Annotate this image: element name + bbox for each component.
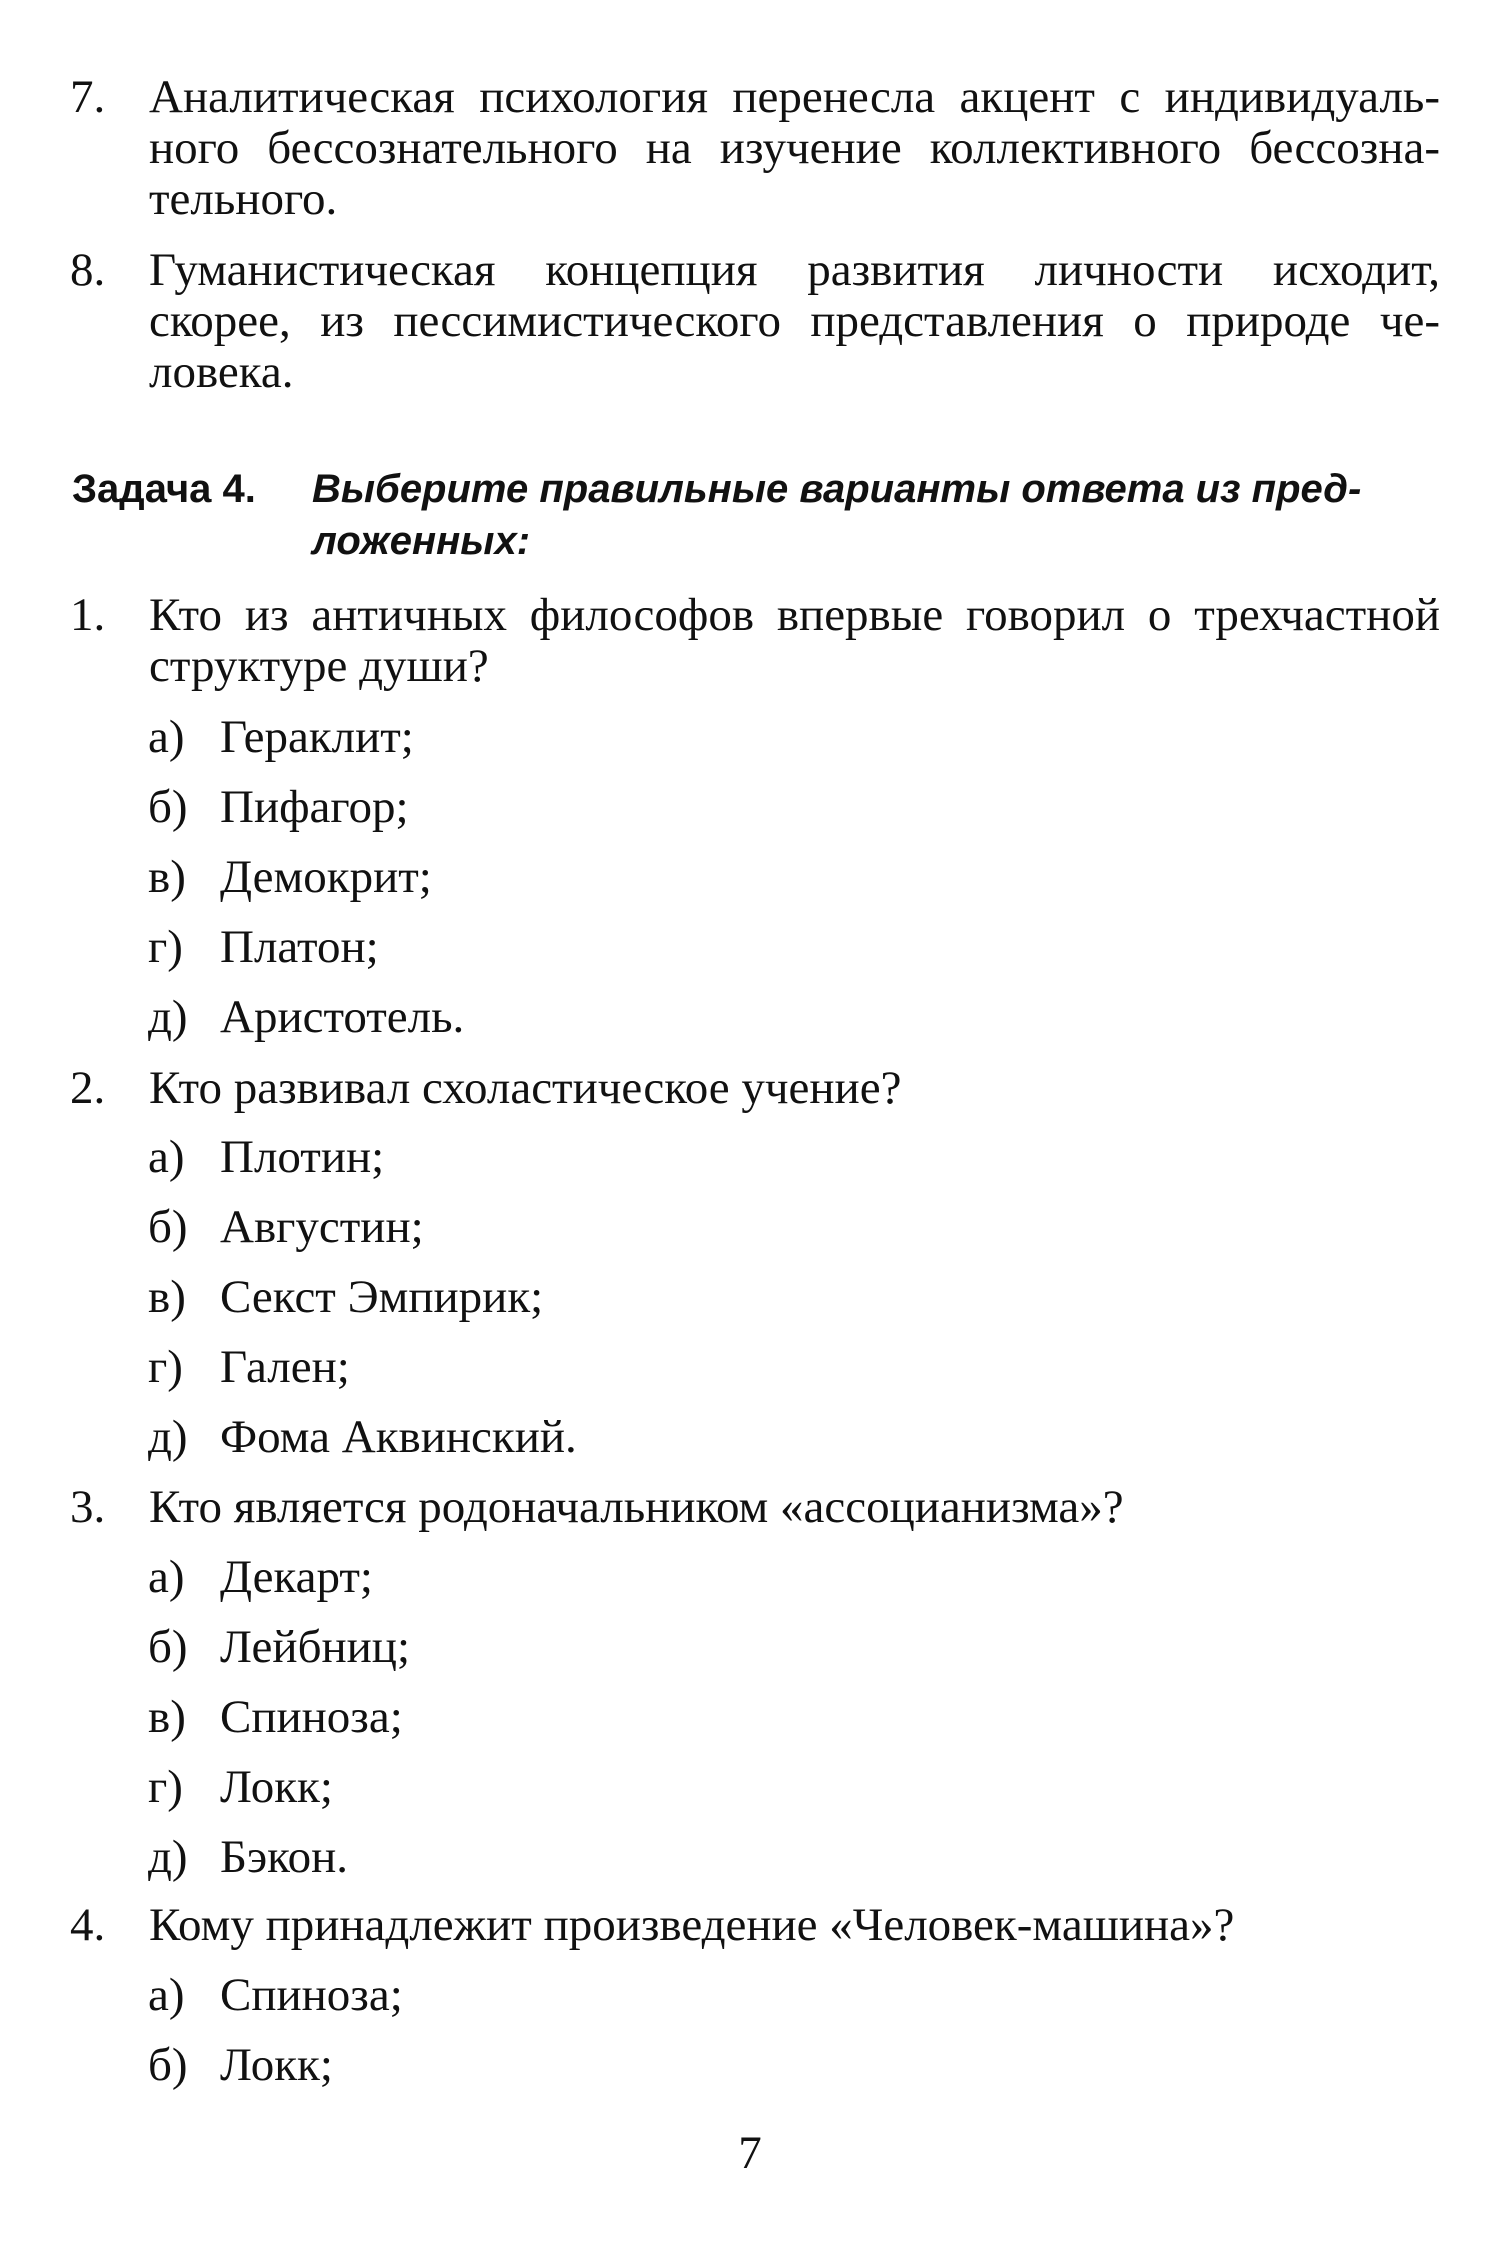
option-letter: в) xyxy=(148,1271,186,1323)
answer-option xyxy=(148,712,414,763)
answer-option xyxy=(148,1692,403,1743)
answer-option xyxy=(148,1342,350,1393)
answer-option xyxy=(148,1832,348,1883)
page-number: 7 xyxy=(738,2127,762,2179)
option-letter: б) xyxy=(148,781,188,833)
answer-option xyxy=(148,1762,333,1813)
answer-option xyxy=(148,922,379,973)
statement-number: 8. xyxy=(70,244,106,296)
question-item xyxy=(70,1482,1440,1533)
question-text: Кто из античных философов впервые говорил о трехчастной структуре души? xyxy=(149,589,1440,692)
answer-option xyxy=(148,852,432,903)
option-letter: а) xyxy=(148,711,185,763)
question-text: Кто является родоначальником «ассоцианизма»? xyxy=(149,1481,1124,1533)
option-letter: б) xyxy=(148,1201,188,1253)
answer-option xyxy=(148,782,409,833)
answer-option xyxy=(148,1132,384,1183)
option-letter: а) xyxy=(148,1551,185,1603)
option-text: Локк; xyxy=(220,2039,333,2091)
option-text: Платон; xyxy=(220,921,379,973)
option-text: Лейбниц; xyxy=(220,1621,410,1673)
option-letter: г) xyxy=(148,1341,183,1393)
answer-option xyxy=(148,1412,577,1463)
question-item xyxy=(70,590,1440,692)
statement-item xyxy=(70,245,1440,398)
option-text: Локк; xyxy=(220,1761,333,1813)
option-letter: г) xyxy=(148,1761,183,1813)
option-text: Августин; xyxy=(220,1201,424,1253)
statement-text: Аналитическая психология перенесла акцент с индивидуального бессознательного на изучение коллективного бессознательного. xyxy=(149,71,1440,225)
option-text: Спиноза; xyxy=(220,1969,403,2021)
answer-option xyxy=(148,1622,410,1673)
statement-number: 7. xyxy=(70,71,106,123)
question-text: Кому принадлежит произведение «Человек-машина»? xyxy=(149,1899,1235,1951)
option-letter: а) xyxy=(148,1131,185,1183)
answer-option xyxy=(148,2040,333,2091)
answer-option xyxy=(148,1202,424,1253)
option-text: Декарт; xyxy=(220,1551,373,1603)
option-letter: г) xyxy=(148,921,183,973)
question-item xyxy=(70,1063,1440,1114)
option-text: Гален; xyxy=(220,1341,350,1393)
option-letter: д) xyxy=(148,1411,188,1463)
option-text: Демокрит; xyxy=(220,851,432,903)
option-letter: а) xyxy=(148,1969,185,2021)
task-instruction: Выберите правильные варианты ответа из предложенных: xyxy=(312,467,1362,563)
option-text: Секст Эмпирик; xyxy=(220,1271,544,1323)
answer-option xyxy=(148,992,464,1043)
task-heading xyxy=(72,463,1442,567)
task-label: Задача 4. xyxy=(72,467,256,511)
answer-option xyxy=(148,1552,373,1603)
question-number: 1. xyxy=(70,589,106,641)
option-text: Пифагор; xyxy=(220,781,409,833)
option-text: Аристотель. xyxy=(220,991,465,1043)
question-number: 3. xyxy=(70,1481,106,1533)
option-text: Гераклит; xyxy=(220,711,414,763)
option-text: Бэкон. xyxy=(220,1831,349,1883)
question-number: 4. xyxy=(70,1899,106,1951)
question-number: 2. xyxy=(70,1062,106,1114)
option-letter: в) xyxy=(148,851,186,903)
option-letter: д) xyxy=(148,991,188,1043)
option-letter: б) xyxy=(148,2039,188,2091)
option-letter: в) xyxy=(148,1691,186,1743)
answer-option xyxy=(148,1970,403,2021)
option-text: Спиноза; xyxy=(220,1691,403,1743)
question-text: Кто развивал схоластическое учение? xyxy=(149,1062,902,1114)
statement-text: Гуманистическая концепция развития личности исходит, скорее, из пессимистического представления о природе человека. xyxy=(149,244,1440,398)
option-letter: д) xyxy=(148,1831,188,1883)
statement-item xyxy=(70,72,1440,225)
option-letter: б) xyxy=(148,1621,188,1673)
option-text: Фома Аквинский. xyxy=(220,1411,577,1463)
question-item xyxy=(70,1900,1440,1951)
answer-option xyxy=(148,1272,543,1323)
option-text: Плотин; xyxy=(220,1131,385,1183)
